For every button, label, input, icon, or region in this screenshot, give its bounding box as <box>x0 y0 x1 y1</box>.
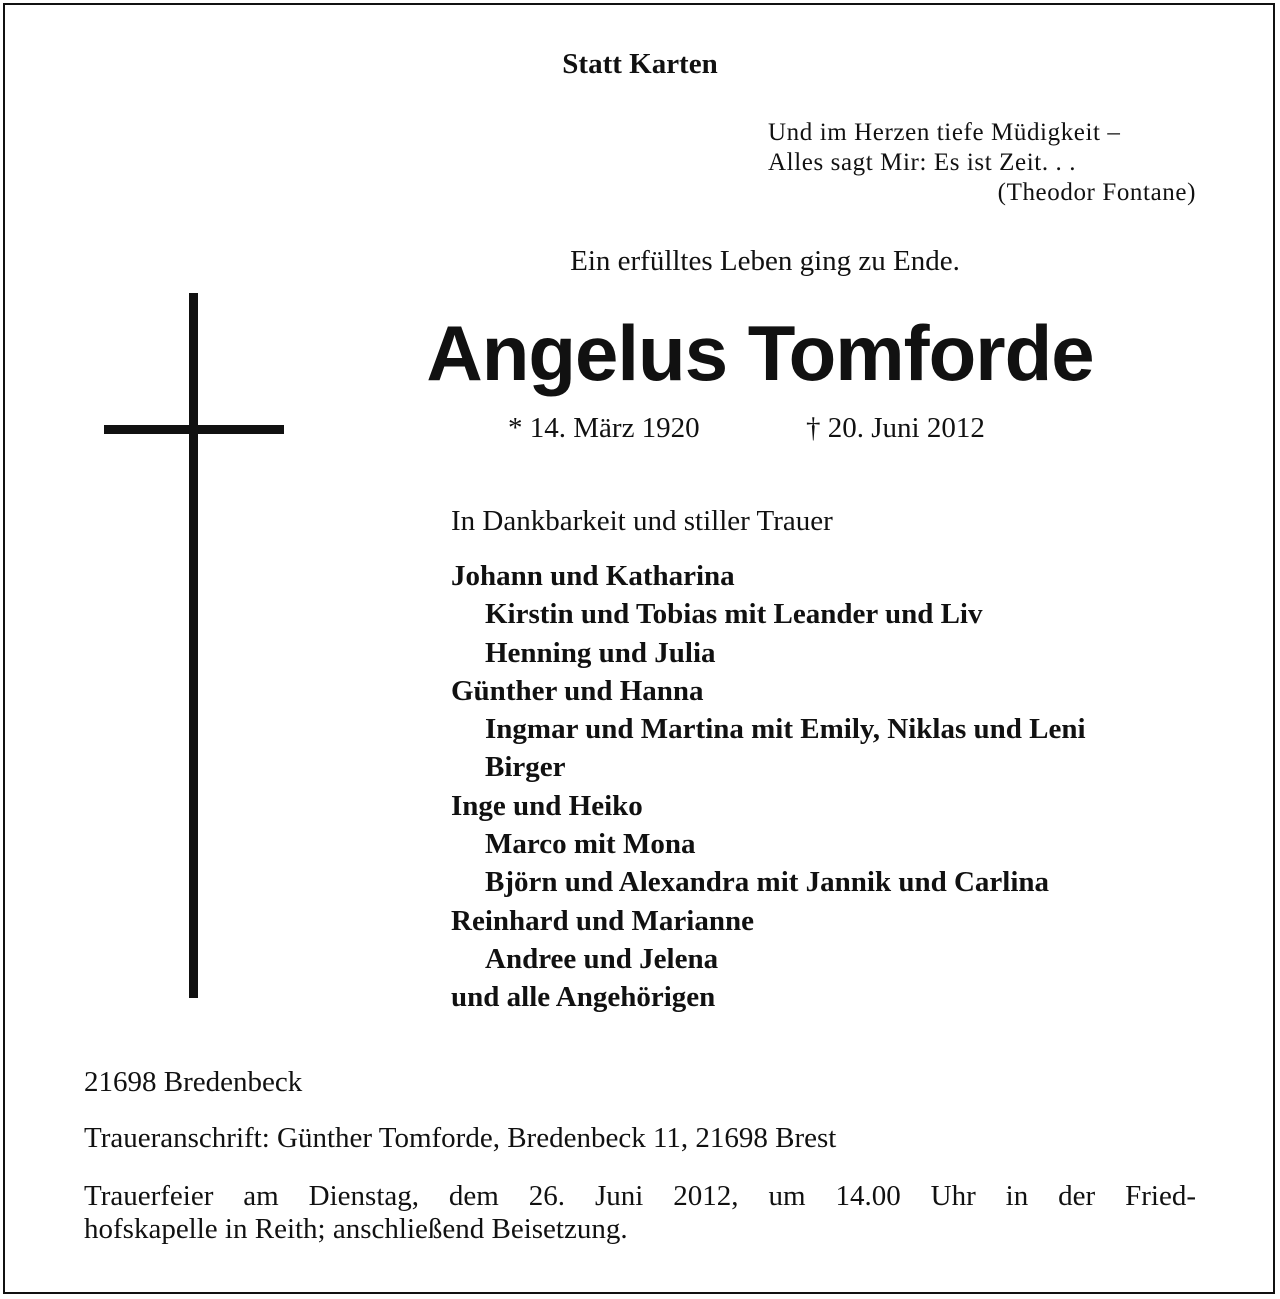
quote-author: (Theodor Fontane) <box>997 179 1196 206</box>
mourner-line: Reinhard und Marianne <box>451 904 754 937</box>
mourner-line: Johann und Katharina <box>451 560 735 592</box>
service-line-2: hofskapelle in Reith; anschließend Beisetzung. <box>84 1213 628 1245</box>
quote-line-2: Alles sagt Mir: Es ist Zeit. . . <box>768 149 1077 176</box>
mourner-line: Kirstin und Tobias mit Leander und Liv <box>485 598 983 631</box>
mourners-list <box>451 557 1086 1017</box>
place-line: 21698 Bredenbeck <box>84 1066 303 1098</box>
quote-line-1: Und im Herzen tiefe Müdigkeit – <box>768 119 1121 146</box>
quote-block <box>768 118 1196 208</box>
birth-date: * 14. März 1920 <box>508 412 700 444</box>
mourner-line: Ingmar und Martina mit Emily, Niklas und Leni <box>485 713 1086 746</box>
service-line-1: Trauerfeier am Dienstag, dem 26. Juni 2012, um 14.00 Uhr in der Fried- <box>84 1180 1196 1212</box>
thanks-text: In Dankbarkeit und stiller Trauer <box>451 505 833 537</box>
mourner-line: und alle Angehörigen <box>451 981 716 1014</box>
service-info <box>84 1180 1196 1246</box>
mourning-address: Traueranschrift: Günther Tomforde, Bredenbeck 11, 21698 Brest <box>84 1122 837 1154</box>
mourner-line: Marco mit Mona <box>485 828 696 861</box>
cross-icon-bar <box>104 425 284 434</box>
death-date: † 20. Juni 2012 <box>806 412 985 444</box>
mourner-line: Henning und Julia <box>485 636 716 669</box>
header-statt-karten: Statt Karten <box>562 48 718 80</box>
mourner-line: Birger <box>485 751 566 784</box>
cross-icon <box>189 293 198 998</box>
deceased-name: Angelus Tomforde <box>426 309 1094 397</box>
mourner-line: Björn und Alexandra mit Jannik und Carlina <box>485 866 1050 899</box>
mourner-line: Günther und Hanna <box>451 674 704 707</box>
mourner-line: Inge und Heiko <box>451 789 643 822</box>
mourner-line: Andree und Jelena <box>485 942 719 975</box>
intro-text: Ein erfülltes Leben ging zu Ende. <box>570 245 960 277</box>
